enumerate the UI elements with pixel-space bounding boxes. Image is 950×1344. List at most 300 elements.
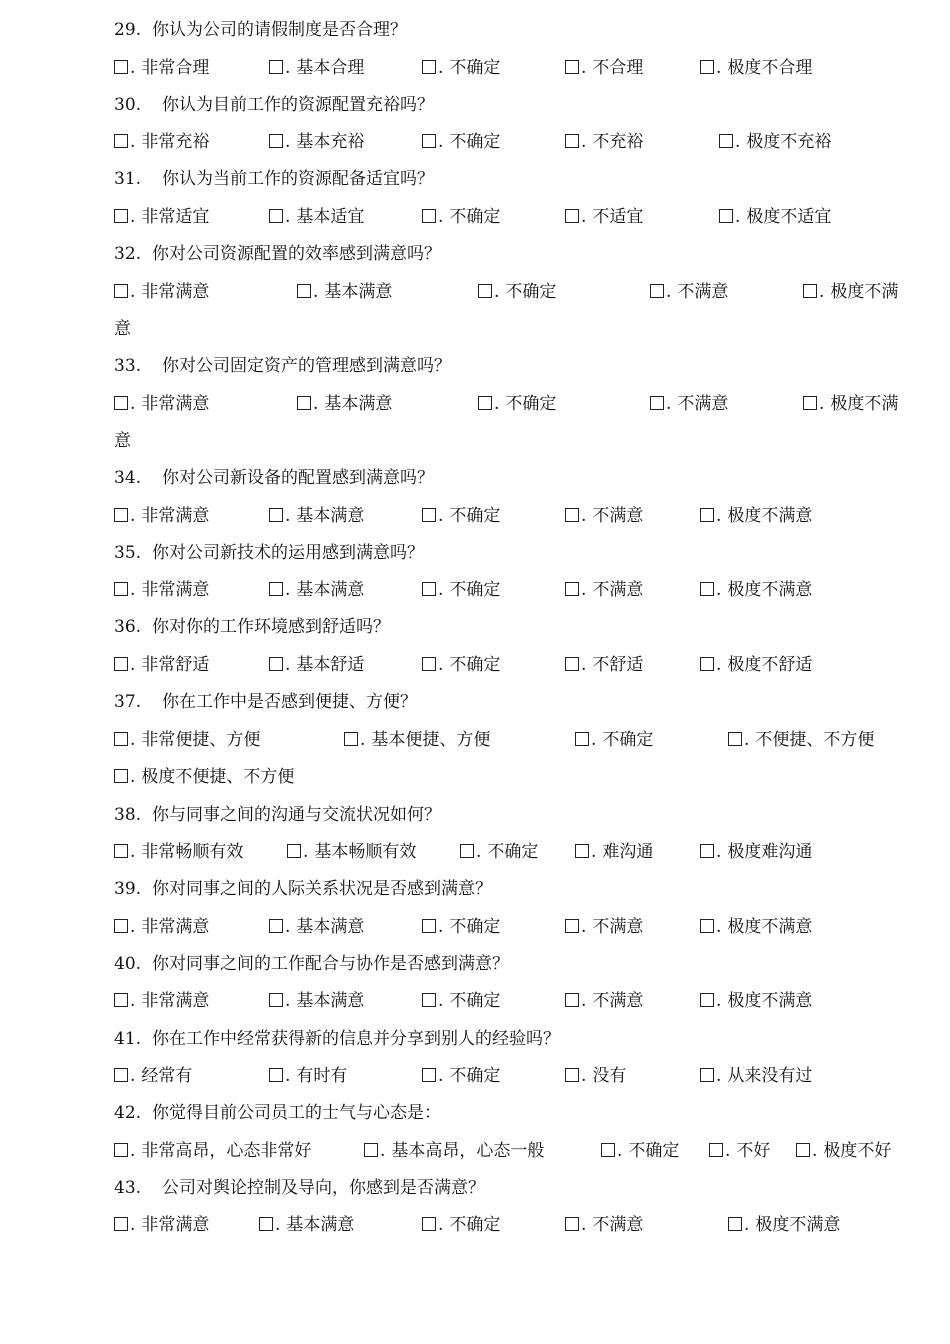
option-label: 不满意 [592, 506, 644, 526]
checkbox[interactable] [565, 582, 579, 596]
options-row [114, 722, 934, 759]
checkbox[interactable] [114, 60, 128, 74]
option-label: 不确定 [449, 1215, 501, 1235]
option-label: 非常满意 [141, 282, 210, 302]
checkbox[interactable] [728, 732, 742, 746]
option-label: 非常满意 [141, 991, 210, 1011]
option-label: 难沟通 [602, 842, 654, 862]
answer-option[interactable] [650, 386, 728, 423]
question-number: 34. [114, 468, 142, 488]
checkbox[interactable] [796, 1143, 810, 1157]
option-separator: . [476, 842, 482, 862]
option-separator: . [617, 1141, 623, 1161]
answer-option[interactable] [269, 124, 364, 161]
options-row [114, 1058, 934, 1095]
option-label: 从来没有过 [727, 1066, 813, 1086]
question-number: 37. [114, 692, 142, 712]
checkbox[interactable] [422, 60, 436, 74]
answer-option[interactable] [575, 834, 653, 871]
answer-option[interactable] [114, 1058, 192, 1095]
answer-option[interactable] [422, 983, 500, 1020]
answer-option[interactable] [575, 722, 653, 759]
checkbox[interactable] [114, 1068, 128, 1082]
answer-option[interactable] [700, 50, 812, 87]
question-42 [114, 1095, 441, 1132]
answer-option[interactable] [700, 834, 812, 871]
answer-option[interactable] [650, 274, 728, 311]
answer-option[interactable] [422, 124, 500, 161]
option-separator: . [744, 730, 750, 750]
answer-option[interactable] [422, 1058, 500, 1095]
option-separator: . [438, 58, 444, 78]
options-row [114, 647, 934, 684]
answer-option[interactable] [269, 1058, 347, 1095]
checkbox[interactable] [719, 134, 733, 148]
checkbox[interactable] [650, 396, 664, 410]
option-separator: . [812, 1141, 818, 1161]
option-label: 不确定 [449, 655, 501, 675]
option-separator: . [581, 580, 587, 600]
question-number: 42. [114, 1103, 142, 1123]
checkbox[interactable] [422, 1217, 436, 1231]
checkbox[interactable] [575, 732, 589, 746]
checkbox[interactable] [565, 919, 579, 933]
checkbox[interactable] [297, 284, 311, 298]
checkbox[interactable] [114, 732, 128, 746]
question-43 [114, 1170, 485, 1207]
question-text: 你在工作中是否感到便捷、方便？ [162, 692, 417, 712]
option-label: 极度不满意 [727, 917, 813, 937]
answer-option[interactable] [728, 722, 874, 759]
option-separator: . [438, 580, 444, 600]
option-label: 不合理 [592, 58, 644, 78]
checkbox[interactable] [114, 284, 128, 298]
option-separator: . [819, 394, 825, 414]
options-row [114, 498, 934, 535]
answer-option[interactable] [565, 50, 643, 87]
answer-option[interactable] [422, 498, 500, 535]
option-label: 基本舒适 [296, 655, 365, 675]
question-number: 40. [114, 954, 142, 974]
option-label: 极度不舒适 [727, 655, 813, 675]
option-label-wrap: 意 [114, 431, 131, 451]
question-text: 你与同事之间的沟通与交流状况如何？ [152, 805, 441, 825]
checkbox[interactable] [700, 508, 714, 522]
option-separator: . [581, 1066, 587, 1086]
checkbox[interactable] [575, 844, 589, 858]
checkbox[interactable] [114, 209, 128, 223]
checkbox[interactable] [344, 732, 358, 746]
answer-option[interactable] [422, 199, 500, 236]
answer-option[interactable] [114, 386, 209, 423]
option-separator: . [716, 580, 722, 600]
checkbox[interactable] [719, 209, 733, 223]
answer-option[interactable] [269, 909, 364, 946]
checkbox[interactable] [700, 582, 714, 596]
option-label: 基本满意 [286, 1215, 355, 1235]
checkbox[interactable] [728, 1217, 742, 1231]
answer-option[interactable] [601, 1133, 679, 1170]
answer-option[interactable] [114, 647, 209, 684]
option-label: 不适宜 [592, 207, 644, 227]
option-label: 非常满意 [141, 917, 210, 937]
question-number: 41. [114, 1029, 142, 1049]
option-separator: . [285, 506, 291, 526]
option-label: 极度不好 [823, 1141, 892, 1161]
answer-option[interactable] [700, 647, 812, 684]
option-label: 不满意 [677, 394, 729, 414]
option-separator: . [130, 394, 136, 414]
checkbox[interactable] [700, 919, 714, 933]
option-label: 不确定 [449, 506, 501, 526]
answer-option[interactable] [565, 572, 643, 609]
option-label: 不确定 [449, 580, 501, 600]
checkbox[interactable] [422, 508, 436, 522]
options-row [114, 983, 934, 1020]
answer-option[interactable] [114, 909, 209, 946]
checkbox[interactable] [700, 993, 714, 1007]
answer-option[interactable] [565, 498, 643, 535]
question-36 [114, 609, 390, 646]
option-label: 非常舒适 [141, 655, 210, 675]
option-separator: . [275, 1215, 281, 1235]
option-label: 不确定 [602, 730, 654, 750]
option-separator: . [581, 917, 587, 937]
options-row [114, 199, 934, 236]
checkbox[interactable] [269, 60, 283, 74]
answer-option[interactable] [269, 199, 364, 236]
option-label: 非常满意 [141, 580, 210, 600]
checkbox[interactable] [269, 993, 283, 1007]
checkbox[interactable] [565, 657, 579, 671]
option-separator: . [438, 132, 444, 152]
checkbox[interactable] [565, 508, 579, 522]
checkbox[interactable] [269, 209, 283, 223]
question-text: 你认为公司的请假制度是否合理？ [152, 20, 407, 40]
option-label: 不确定 [449, 207, 501, 227]
options-row [114, 386, 934, 423]
answer-option[interactable] [478, 274, 556, 311]
checkbox[interactable] [114, 1143, 128, 1157]
checkbox[interactable] [650, 284, 664, 298]
answer-option[interactable] [565, 983, 643, 1020]
answer-option[interactable] [565, 199, 643, 236]
option-separator: . [360, 730, 366, 750]
answer-option[interactable] [114, 124, 209, 161]
option-separator: . [581, 655, 587, 675]
option-separator: . [581, 207, 587, 227]
option-separator: . [285, 58, 291, 78]
option-separator: . [438, 1066, 444, 1086]
answer-option[interactable] [700, 498, 812, 535]
checkbox[interactable] [269, 508, 283, 522]
option-separator: . [666, 282, 672, 302]
option-label: 不确定 [449, 132, 501, 152]
checkbox[interactable] [565, 209, 579, 223]
option-separator: . [130, 58, 136, 78]
option-separator: . [438, 917, 444, 937]
option-label: 基本满意 [296, 506, 365, 526]
question-40 [114, 946, 509, 983]
checkbox[interactable] [422, 134, 436, 148]
answer-option[interactable] [700, 983, 812, 1020]
answer-option[interactable] [422, 909, 500, 946]
option-separator: . [438, 991, 444, 1011]
checkbox[interactable] [114, 134, 128, 148]
option-label: 不满意 [592, 917, 644, 937]
question-number: 38. [114, 805, 142, 825]
answer-option[interactable] [565, 909, 643, 946]
option-separator: . [666, 394, 672, 414]
option-separator: . [303, 842, 309, 862]
answer-option[interactable] [114, 1133, 311, 1170]
option-label: 极度不充裕 [746, 132, 832, 152]
answer-option[interactable] [565, 647, 643, 684]
checkbox[interactable] [269, 582, 283, 596]
option-separator: . [735, 207, 741, 227]
checkbox[interactable] [565, 1217, 579, 1231]
checkbox[interactable] [422, 993, 436, 1007]
answer-option[interactable] [700, 1058, 812, 1095]
question-number: 39. [114, 879, 142, 899]
question-text: 你对公司资源配置的效率感到满意吗？ [152, 244, 441, 264]
answer-option[interactable] [269, 647, 364, 684]
question-number: 36. [114, 617, 142, 637]
checkbox[interactable] [565, 60, 579, 74]
question-text: 你在工作中经常获得新的信息并分享到别人的经验吗？ [152, 1029, 560, 1049]
question-text: 公司对舆论控制及导向，你感到是否满意？ [162, 1178, 485, 1198]
question-number: 30. [114, 95, 142, 115]
option-separator: . [130, 1066, 136, 1086]
question-37 [114, 684, 417, 721]
option-label: 不满意 [592, 580, 644, 600]
option-separator: . [438, 1215, 444, 1235]
answer-option[interactable] [114, 274, 209, 311]
option-separator: . [285, 580, 291, 600]
answer-option[interactable] [259, 1207, 354, 1244]
option-separator: . [716, 506, 722, 526]
answer-option[interactable] [796, 1133, 891, 1170]
option-label: 极度不适宜 [746, 207, 832, 227]
checkbox[interactable] [478, 284, 492, 298]
answer-option[interactable] [422, 647, 500, 684]
option-separator: . [130, 767, 136, 787]
option-label: 没有 [592, 1066, 627, 1086]
option-label: 极度不满 [830, 394, 899, 414]
checkbox[interactable] [114, 1217, 128, 1231]
option-separator: . [130, 132, 136, 152]
option-label: 基本满意 [296, 917, 365, 937]
answer-option[interactable] [700, 572, 812, 609]
checkbox[interactable] [297, 396, 311, 410]
answer-option[interactable] [422, 572, 500, 609]
answer-option[interactable] [297, 386, 392, 423]
checkbox[interactable] [114, 844, 128, 858]
answer-option[interactable] [803, 274, 898, 311]
option-separator: . [285, 917, 291, 937]
option-label-wrap: 意 [114, 319, 131, 339]
answer-option[interactable] [719, 199, 831, 236]
question-number: 33. [114, 356, 142, 376]
answer-option[interactable] [269, 572, 364, 609]
answer-option[interactable] [565, 124, 643, 161]
checkbox[interactable] [700, 657, 714, 671]
answer-option[interactable] [422, 1207, 500, 1244]
answer-option[interactable] [297, 274, 392, 311]
checkbox[interactable] [478, 396, 492, 410]
option-label: 基本便捷、方便 [371, 730, 491, 750]
checkbox[interactable] [601, 1143, 615, 1157]
checkbox[interactable] [422, 582, 436, 596]
answer-option[interactable] [364, 1133, 544, 1170]
checkbox[interactable] [114, 919, 128, 933]
answer-option[interactable] [114, 498, 209, 535]
question-number: 32. [114, 244, 142, 264]
checkbox[interactable] [269, 919, 283, 933]
question-text: 你对公司新技术的运用感到满意吗？ [152, 543, 424, 563]
option-label: 不满意 [677, 282, 729, 302]
option-label: 非常高昂，心态非常好 [141, 1141, 312, 1161]
option-label: 不满意 [592, 991, 644, 1011]
option-separator: . [725, 1141, 731, 1161]
checkbox[interactable] [565, 1068, 579, 1082]
answer-option[interactable] [460, 834, 538, 871]
answer-option[interactable] [422, 50, 500, 87]
option-label: 非常满意 [141, 394, 210, 414]
checkbox[interactable] [460, 844, 474, 858]
options-row [114, 124, 934, 161]
option-label: 极度难沟通 [727, 842, 813, 862]
question-text: 你对公司新设备的配置感到满意吗？ [162, 468, 434, 488]
checkbox[interactable] [114, 657, 128, 671]
checkbox[interactable] [422, 1068, 436, 1082]
checkbox[interactable] [269, 657, 283, 671]
option-label: 非常满意 [141, 1215, 210, 1235]
answer-option[interactable] [287, 834, 416, 871]
question-41 [114, 1021, 560, 1058]
option-label: 非常满意 [141, 506, 210, 526]
answer-option[interactable] [719, 124, 831, 161]
checkbox[interactable] [259, 1217, 273, 1231]
option-separator: . [130, 655, 136, 675]
options-row [114, 834, 934, 871]
option-label: 不确定 [505, 282, 557, 302]
question-35 [114, 535, 424, 572]
option-separator: . [130, 1141, 136, 1161]
option-separator: . [130, 506, 136, 526]
answer-option[interactable] [565, 1058, 626, 1095]
question-number: 29. [114, 20, 142, 40]
answer-option[interactable] [114, 834, 243, 871]
checkbox[interactable] [287, 844, 301, 858]
option-separator: . [438, 207, 444, 227]
answer-option[interactable] [114, 983, 209, 1020]
option-label: 不便捷、不方便 [755, 730, 875, 750]
checkbox[interactable] [364, 1143, 378, 1157]
checkbox[interactable] [114, 508, 128, 522]
answer-option[interactable] [269, 983, 364, 1020]
checkbox[interactable] [565, 993, 579, 1007]
option-separator: . [581, 991, 587, 1011]
answer-option[interactable] [269, 498, 364, 535]
checkbox[interactable] [803, 284, 817, 298]
checkbox[interactable] [269, 134, 283, 148]
checkbox[interactable] [269, 1068, 283, 1082]
option-label: 基本满意 [296, 991, 365, 1011]
option-separator: . [591, 842, 597, 862]
answer-option[interactable] [478, 386, 556, 423]
checkbox[interactable] [114, 769, 128, 783]
option-separator: . [591, 730, 597, 750]
answer-option[interactable] [114, 199, 209, 236]
option-separator: . [716, 842, 722, 862]
option-label: 非常便捷、方便 [141, 730, 261, 750]
option-label: 基本适宜 [296, 207, 365, 227]
answer-option[interactable] [114, 722, 260, 759]
checkbox[interactable] [422, 209, 436, 223]
option-label: 基本畅顺有效 [314, 842, 417, 862]
answer-option[interactable] [114, 759, 294, 796]
option-separator: . [130, 207, 136, 227]
checkbox[interactable] [422, 657, 436, 671]
question-33 [114, 348, 451, 385]
option-label: 基本充裕 [296, 132, 365, 152]
checkbox[interactable] [803, 396, 817, 410]
question-number: 43. [114, 1178, 142, 1198]
answer-option[interactable] [700, 909, 812, 946]
option-separator: . [581, 506, 587, 526]
checkbox[interactable] [114, 993, 128, 1007]
option-separator: . [285, 207, 291, 227]
question-text: 你对你的工作环境感到舒适吗？ [152, 617, 390, 637]
option-label: 不充裕 [592, 132, 644, 152]
answer-option[interactable] [344, 722, 490, 759]
option-label: 极度不便捷、不方便 [141, 767, 295, 787]
option-separator: . [581, 58, 587, 78]
checkbox[interactable] [565, 134, 579, 148]
answer-option[interactable] [728, 1207, 840, 1244]
option-separator: . [130, 580, 136, 600]
option-separator: . [716, 991, 722, 1011]
checkbox[interactable] [114, 582, 128, 596]
checkbox[interactable] [422, 919, 436, 933]
checkbox[interactable] [114, 396, 128, 410]
answer-option[interactable] [114, 572, 209, 609]
answer-option[interactable] [803, 386, 898, 423]
checkbox[interactable] [709, 1143, 723, 1157]
answer-option[interactable] [565, 1207, 643, 1244]
option-separator: . [581, 132, 587, 152]
option-separator: . [313, 282, 319, 302]
option-label: 非常畅顺有效 [141, 842, 244, 862]
option-label: 不确定 [449, 917, 501, 937]
option-separator: . [130, 842, 136, 862]
checkbox[interactable] [700, 60, 714, 74]
answer-option[interactable] [114, 50, 209, 87]
question-29 [114, 12, 407, 49]
answer-option[interactable] [269, 50, 364, 87]
option-separator: . [819, 282, 825, 302]
options-row [114, 1207, 934, 1244]
option-separator: . [438, 655, 444, 675]
checkbox[interactable] [700, 1068, 714, 1082]
answer-option[interactable] [114, 1207, 209, 1244]
question-text: 你对同事之间的工作配合与协作是否感到满意？ [152, 954, 509, 974]
checkbox[interactable] [700, 844, 714, 858]
options-row [114, 909, 934, 946]
option-label: 基本满意 [324, 394, 393, 414]
answer-option[interactable] [709, 1133, 770, 1170]
